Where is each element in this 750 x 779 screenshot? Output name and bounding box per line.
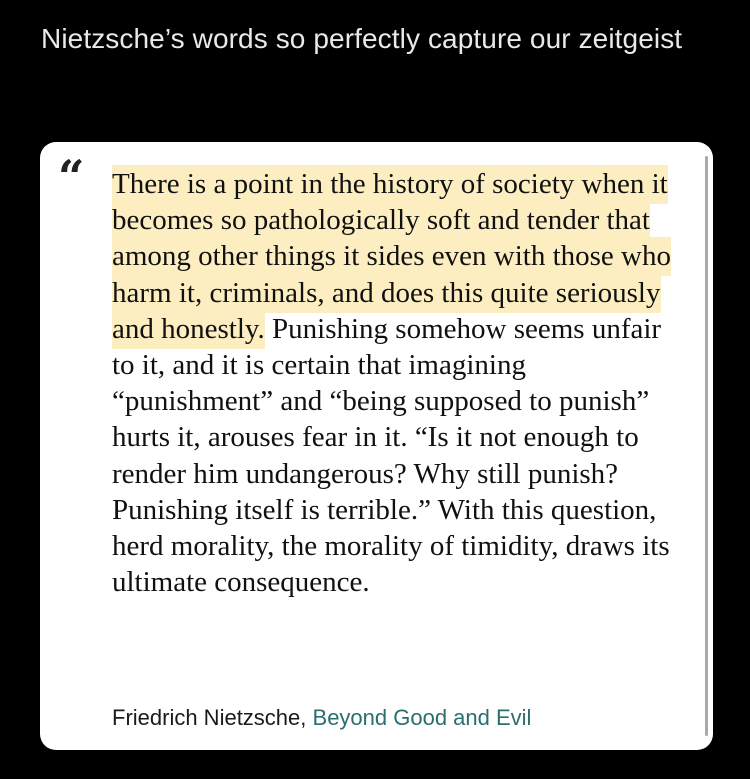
post-text: Nietzsche’s words so perfectly capture our zeitgeist xyxy=(41,23,683,54)
quote-continuation-text: Punishing somehow seems unfair to it, and it is certain that imagining “punishment” and “being supposed to punish” hurts it, arouses fear in it. “Is it not enough to render him undangerous? Why still punish? Punishing itself is terrible.” With this question, herd morality, the morality of timidity, draws its ultimate consequence. xyxy=(112,312,670,599)
quote-attribution xyxy=(112,704,531,732)
quote-body xyxy=(112,166,682,600)
quote-image-card[interactable] xyxy=(40,142,713,750)
card-scrollbar[interactable] xyxy=(705,156,708,736)
quote-mark-icon: “ xyxy=(58,150,85,204)
author-name: Friedrich Nietzsche, xyxy=(112,705,313,730)
highlighted-quote-text: There is a point in the history of society when it becomes so pathologically soft and tender that among other things it sides even with those who harm it, criminals, and does this quite seriously and honestly. xyxy=(112,165,671,349)
book-title-link[interactable]: Beyond Good and Evil xyxy=(312,705,532,730)
